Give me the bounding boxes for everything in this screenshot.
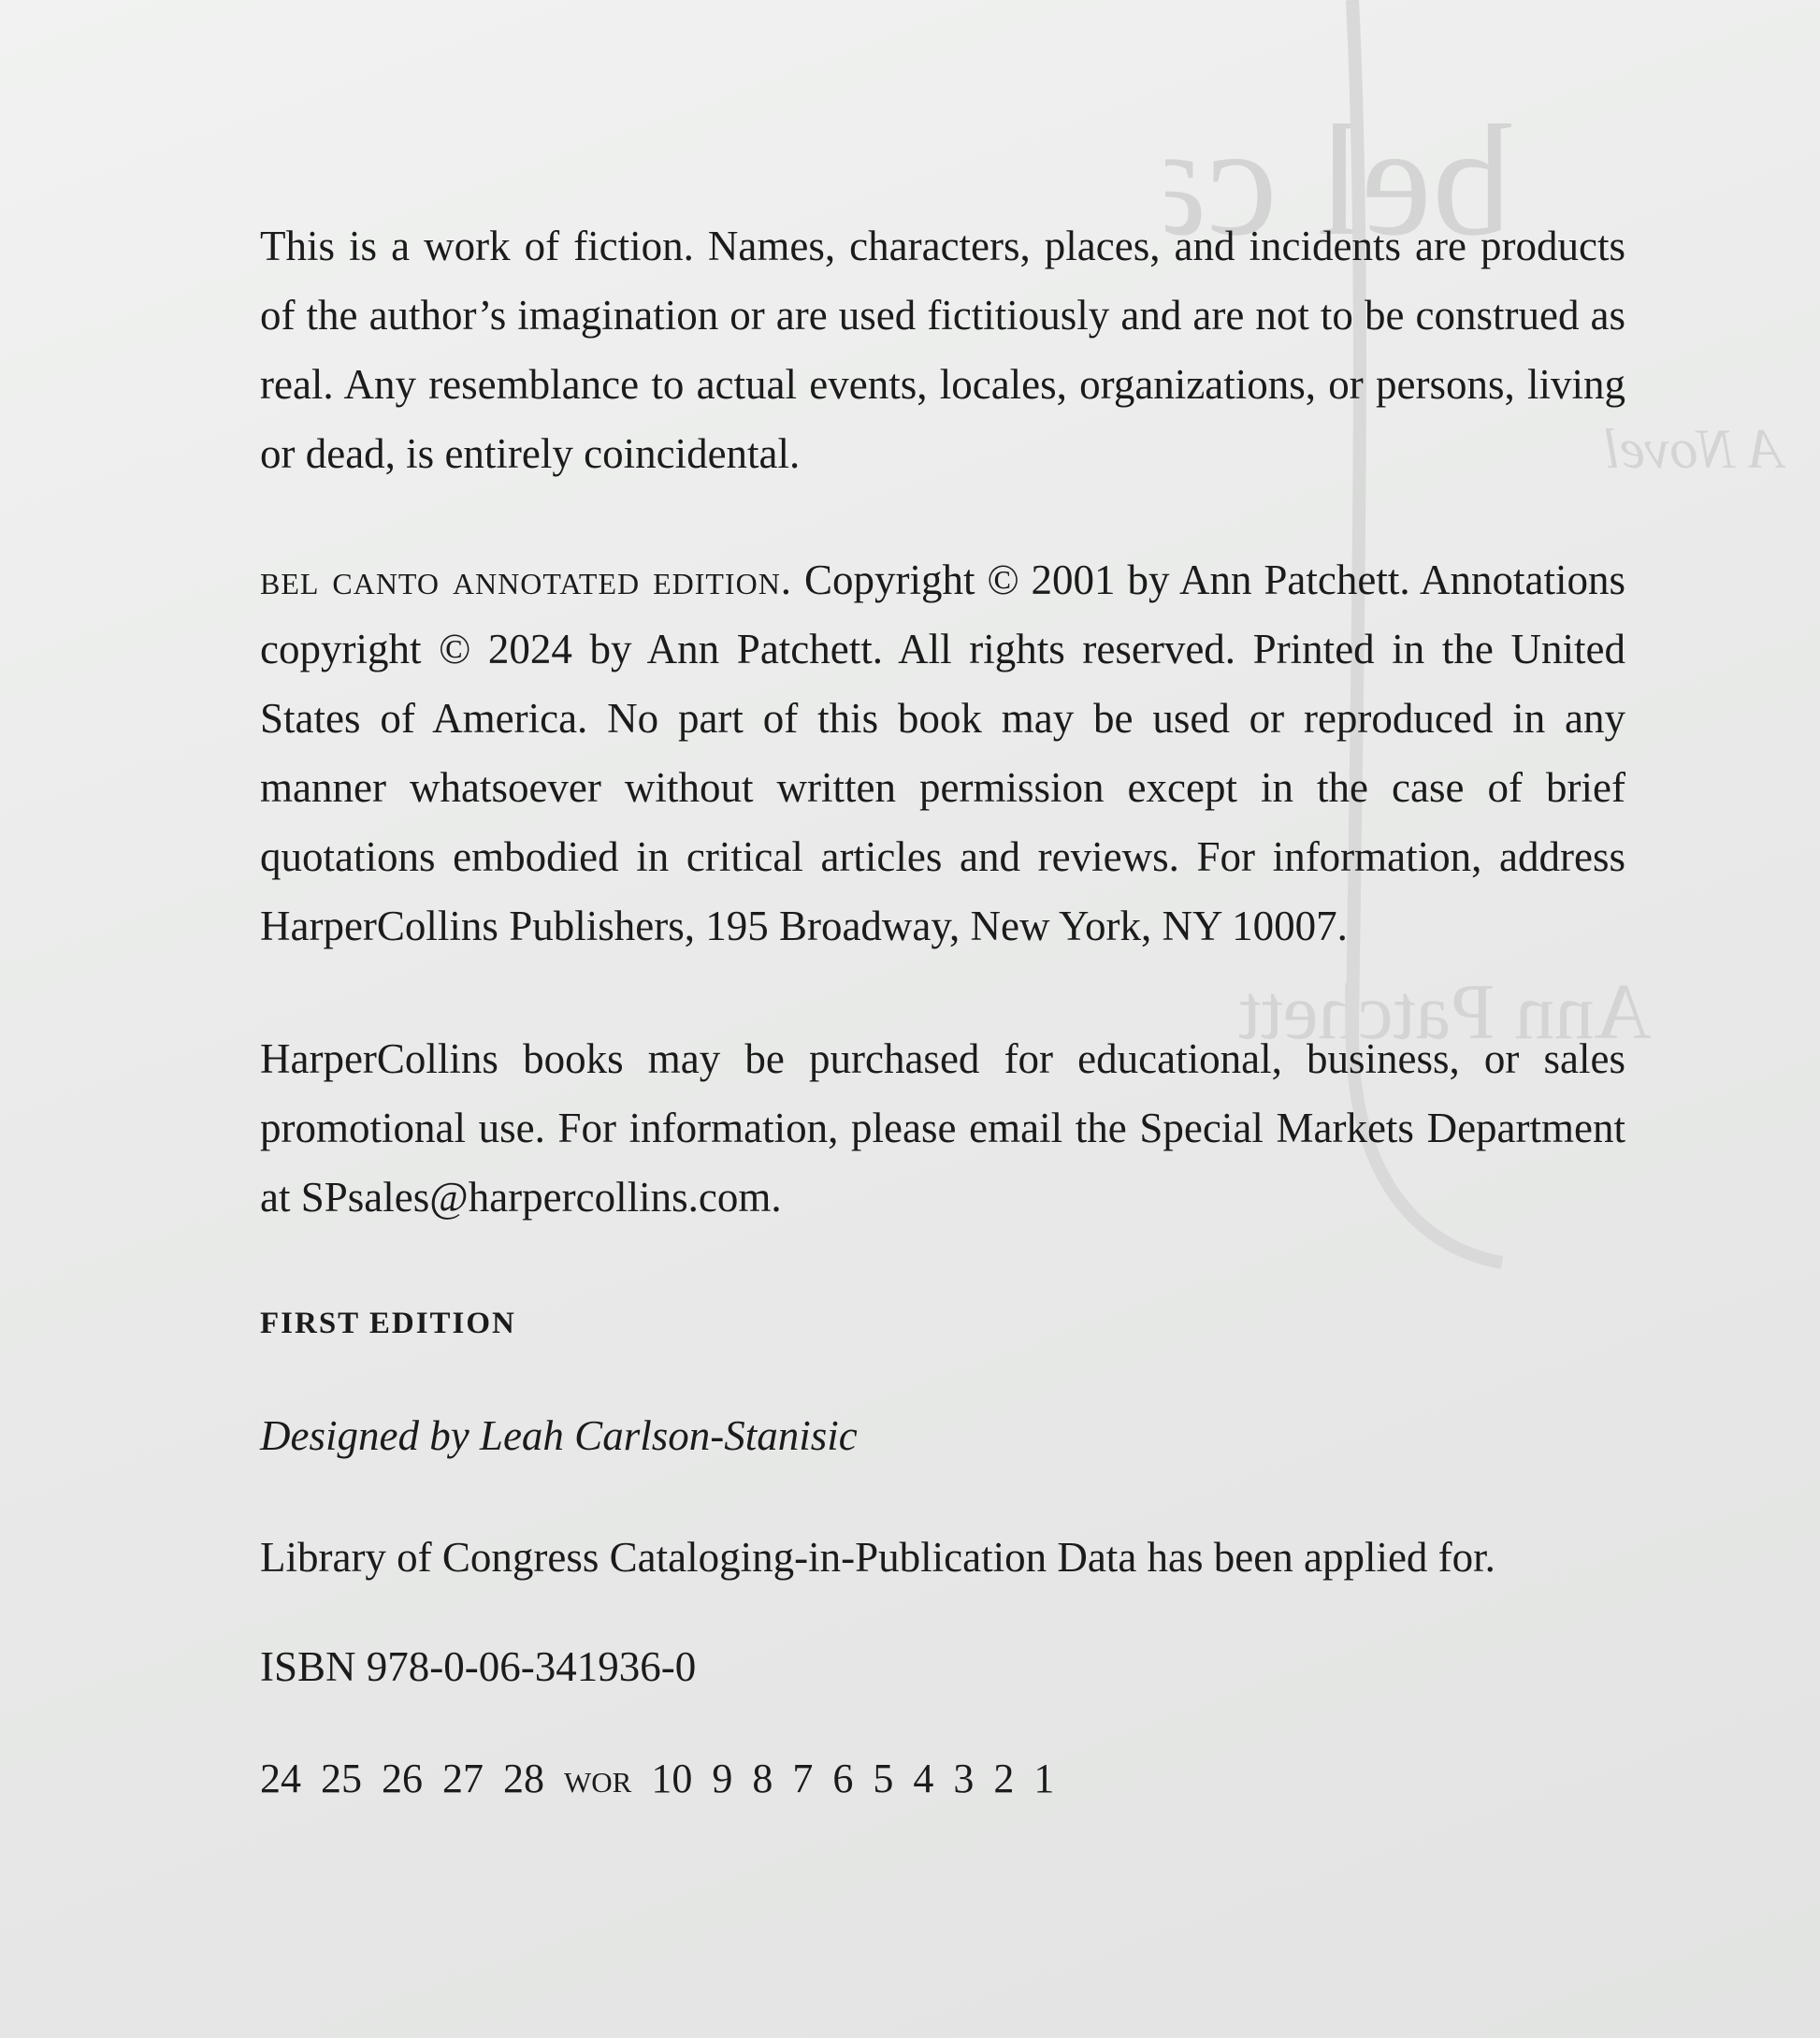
cip-text: Library of Congress Cataloging-in-Publication Data has been applied for. <box>260 1534 1495 1581</box>
ghost-subtitle: A Novel <box>1604 418 1783 480</box>
isbn-text: ISBN 978-0-06-341936-0 <box>260 1643 697 1690</box>
edition-title: bel canto annotated edition. <box>260 556 793 603</box>
edition-label: FIRST EDITION <box>260 1307 516 1340</box>
printing-line <box>260 1751 1625 1807</box>
printing-line-block <box>260 1751 1625 1807</box>
edition-block <box>260 1300 1625 1347</box>
designer-block <box>260 1408 1625 1464</box>
designer-credit: Designed by Leah Carlson-Stanisic <box>260 1412 858 1459</box>
disclaimer-block <box>260 211 1625 488</box>
copyright-block <box>260 545 1625 961</box>
cip-block <box>260 1529 1625 1585</box>
isbn-block <box>260 1639 1625 1695</box>
printing-numbers: 10 9 8 7 6 5 4 3 2 1 <box>651 1756 1055 1801</box>
printing-years: 24 25 26 27 28 <box>260 1756 544 1801</box>
printer-code: wor <box>564 1756 632 1801</box>
copyright-body: Copyright © 2001 by Ann Patchett. Annotations copyright © 2024 by Ann Patchett. All rights reserved. Printed in the United States of America. No part of this book may be used or reproduced in any manner whatsoever without written permission except in the case of brief quotations embodied in critical articles and reviews. For information, address HarperCollins Publishers, 195 Broadway, New York, NY 10007. <box>260 556 1626 949</box>
special-sales-text: HarperCollins books may be purchased for educational, business, or sales promotional use. For information, please email the Special Markets Department at SPsales@harpercollins.com. <box>260 1035 1625 1221</box>
ghost-author: Ann Patchett <box>1238 968 1652 1056</box>
copyright-text <box>260 545 1625 961</box>
special-sales-block <box>260 1024 1625 1232</box>
disclaimer-text: This is a work of fiction. Names, characters, places, and incidents are products of the author’s imagination or are used fictitiously and are not to be construed as real. Any resemblance to actual events, locales, organizations, or persons, living or dead, is entirely coincidental. <box>260 223 1625 477</box>
ghost-title: bel c <box>1206 93 1511 268</box>
